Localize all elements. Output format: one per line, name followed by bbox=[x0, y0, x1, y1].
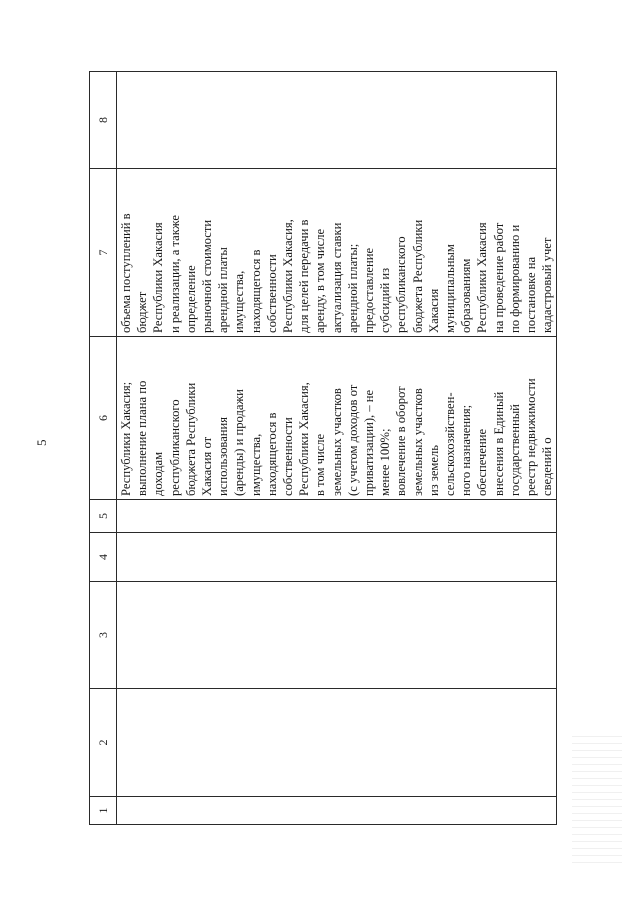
col-header-8: 8 bbox=[90, 72, 117, 169]
col7-text: объема поступлений в бюджет Республики Хакасия и реализации, а также определение рыночной стоимости арендной платы имущества, находящегося в собственности Республики Хакасия, для целей передачи в аренду, в том числе актуализация ставки арендной платы; предоставление субсидий из республиканского бюджета Республики Хакасия муниципальным образованиям Республики Хакасия на проведение работ по формированию и постановке на кадастровый учет bbox=[119, 213, 555, 333]
cell-col-5 bbox=[117, 500, 557, 533]
col-header-4: 4 bbox=[90, 533, 117, 582]
cell-col-2 bbox=[117, 689, 557, 797]
rotated-table bbox=[89, 72, 555, 825]
col6-text: Республики Хакасия; выполнение плана по доходам республиканского бюджета Республики Хакасия от использования (аренды) и продажи имущества, находящегося в собственности Республики Хакасия, в том числе земельных участков (с учетом доходов от приватизации), – не менее 100%; вовлечение в оборот земельных участков из земель сельскохозяйствен- ного назначения; обеспечение внесения в Единый государственный реестр недвижимости сведений о bbox=[119, 378, 555, 496]
page-number: 5 bbox=[34, 439, 49, 446]
cell-col-8 bbox=[117, 72, 557, 169]
col-header-1: 1 bbox=[90, 797, 117, 825]
table-row bbox=[117, 72, 557, 825]
cell-col-7 bbox=[117, 169, 557, 337]
col-header-3: 3 bbox=[90, 582, 117, 689]
col-header-5: 5 bbox=[90, 500, 117, 533]
cell-col-3 bbox=[117, 582, 557, 689]
cell-col-6 bbox=[117, 337, 557, 500]
scan-noise bbox=[572, 733, 622, 863]
cell-col-1 bbox=[117, 797, 557, 825]
col-header-2: 2 bbox=[90, 689, 117, 797]
cell-col-4 bbox=[117, 533, 557, 582]
col-header-7: 7 bbox=[90, 169, 117, 337]
header-row bbox=[90, 72, 117, 825]
col-header-6: 6 bbox=[90, 337, 117, 500]
data-table bbox=[89, 71, 557, 825]
